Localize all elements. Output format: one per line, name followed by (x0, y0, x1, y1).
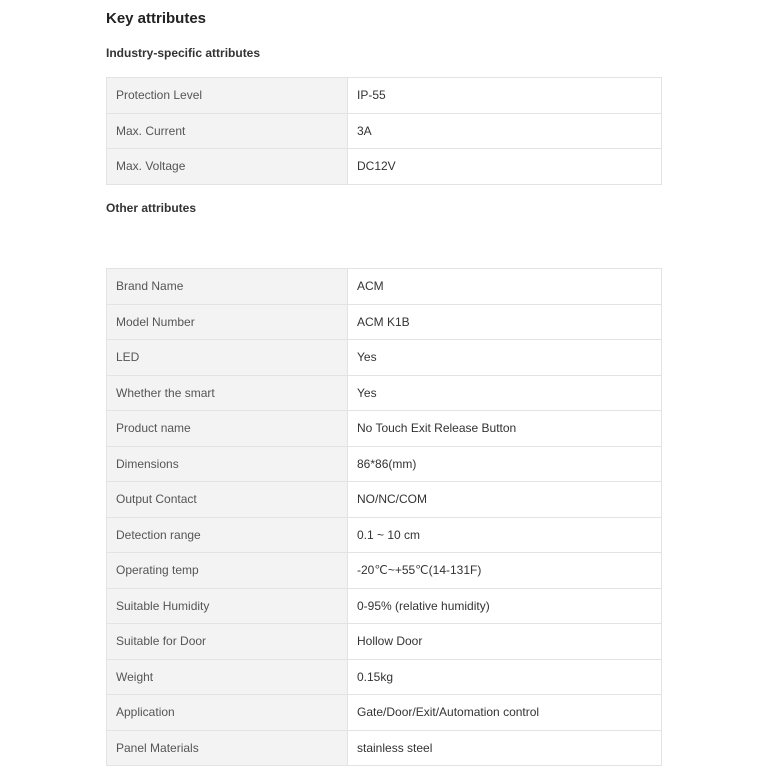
table-row (107, 113, 662, 149)
attribute-name: Operating temp (107, 553, 348, 589)
table-row (107, 78, 662, 114)
table-row (107, 304, 662, 340)
industry-attributes-heading: Industry-specific attributes (106, 46, 261, 60)
table-row (107, 624, 662, 660)
table-row (107, 149, 662, 185)
attribute-name: Model Number (107, 304, 348, 340)
table-row (107, 482, 662, 518)
table-row (107, 695, 662, 731)
table-row (107, 269, 662, 305)
attribute-name: Brand Name (107, 269, 348, 305)
attribute-value: Gate/Door/Exit/Automation control (348, 695, 662, 731)
attribute-value: Yes (348, 340, 662, 376)
attribute-value: 0-95% (relative humidity) (348, 588, 662, 624)
attribute-value: IP-55 (348, 78, 662, 114)
table-row (107, 588, 662, 624)
attribute-name: LED (107, 340, 348, 376)
attribute-name: Protection Level (107, 78, 348, 114)
attribute-name: Suitable for Door (107, 624, 348, 660)
attribute-value: NO/NC/COM (348, 482, 662, 518)
attribute-name: Dimensions (107, 446, 348, 482)
attribute-value: No Touch Exit Release Button (348, 411, 662, 447)
attribute-name: Whether the smart (107, 375, 348, 411)
attribute-value: Hollow Door (348, 624, 662, 660)
attribute-value: ACM (348, 269, 662, 305)
table-row (107, 659, 662, 695)
page-title: Key attributes (106, 10, 207, 27)
other-attributes-heading: Other attributes (106, 201, 197, 215)
attribute-name: Max. Current (107, 113, 348, 149)
attribute-value: stainless steel (348, 730, 662, 766)
industry-attributes-table (106, 77, 662, 185)
attribute-value: -20℃~+55℃(14-131F) (348, 553, 662, 589)
attribute-value: 0.1 ~ 10 cm (348, 517, 662, 553)
attribute-name: Suitable Humidity (107, 588, 348, 624)
attribute-value: 3A (348, 113, 662, 149)
attribute-value: DC12V (348, 149, 662, 185)
attribute-name: Detection range (107, 517, 348, 553)
attribute-name: Panel Materials (107, 730, 348, 766)
table-row (107, 730, 662, 766)
attribute-value: 86*86(mm) (348, 446, 662, 482)
attribute-value: Yes (348, 375, 662, 411)
attribute-name: Output Contact (107, 482, 348, 518)
table-row (107, 411, 662, 447)
table-row (107, 517, 662, 553)
attribute-name: Weight (107, 659, 348, 695)
attribute-value: ACM K1B (348, 304, 662, 340)
attribute-name: Max. Voltage (107, 149, 348, 185)
other-attributes-table (106, 268, 662, 766)
table-row (107, 553, 662, 589)
attribute-name: Product name (107, 411, 348, 447)
table-row (107, 375, 662, 411)
attribute-value: 0.15kg (348, 659, 662, 695)
attribute-name: Application (107, 695, 348, 731)
table-row (107, 340, 662, 376)
table-row (107, 446, 662, 482)
